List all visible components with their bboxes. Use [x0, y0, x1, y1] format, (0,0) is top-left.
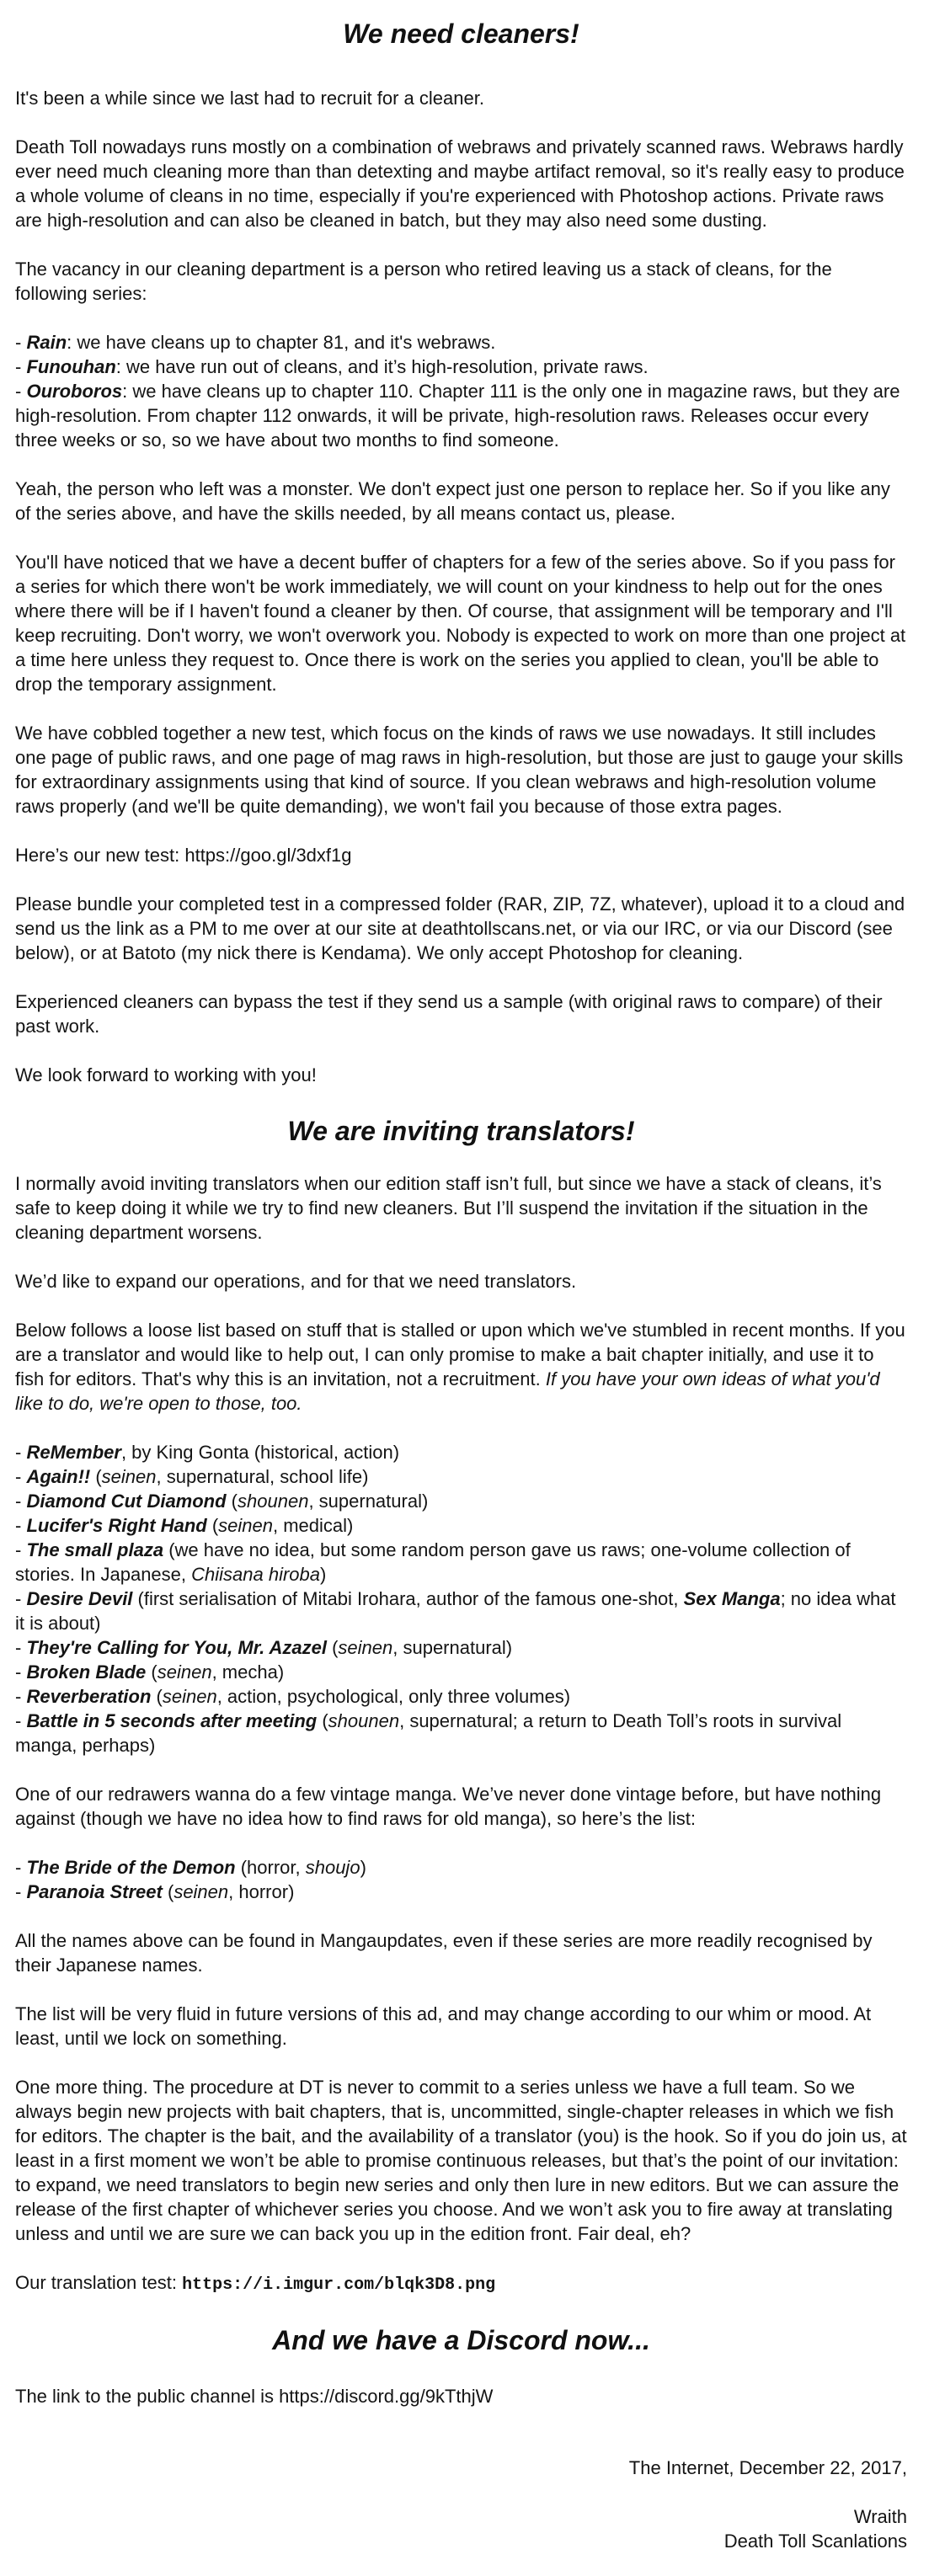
- text-run: Reverberation: [26, 1686, 152, 1707]
- text-run: -: [15, 1710, 27, 1731]
- text-run: The vacancy in our cleaning department is a person who retired leaving us a stack of cleans, for the following series:: [15, 259, 832, 304]
- list-item: [15, 1684, 907, 1709]
- text-run: All the names above can be found in Mangaupdates, even if these series are more readily recognised by their Japanese names.: [15, 1930, 873, 1976]
- text-run: -: [15, 1466, 27, 1487]
- text-run: Again!!: [26, 1466, 91, 1487]
- text-run: Below follows a loose list based on stuff that is stalled or upon which we've stumbled in recent months. If you are a translator and would like to help out, I can only promise to make a bait chapter initially, and use it to fish for editors. That's why this is an invitation, not a recruitment.: [15, 1320, 905, 1389]
- list-item: [15, 1513, 907, 1538]
- paragraph-intro: [15, 86, 907, 110]
- text-run: Paranoia Street: [26, 1881, 163, 1902]
- text-run: , supernatural; a return to Death Toll’s roots in survival manga, perhaps): [15, 1710, 842, 1756]
- list-item: [15, 1880, 907, 1904]
- paragraph-submission: [15, 892, 907, 965]
- text-run: shounen: [238, 1491, 309, 1512]
- text-run: ): [320, 1564, 327, 1585]
- text-run: Death Toll nowadays runs mostly on a combination of webraws and privately scanned raws. Webraws hardly ever need much cleaning more than than detexting and maybe artifact removal, so it's really easy to produce a whole volume of cleans in no time, especially if you're experienced with Photoshop actions. Private raws are high-resolution and can also be cleaned in batch, but they may also need some dusting.: [15, 136, 905, 231]
- list-item: [15, 1464, 907, 1489]
- text-run: -: [15, 1588, 27, 1609]
- signature-gap: [15, 2480, 907, 2504]
- paragraph-new-test: [15, 721, 907, 819]
- text-run: (: [90, 1466, 102, 1487]
- text-run: Lucifer's Right Hand: [26, 1515, 207, 1536]
- text-run: , medical): [273, 1515, 354, 1536]
- paragraph-bait-procedure: [15, 2075, 907, 2246]
- text-run: The link to the public channel is https://discord.gg/9kTthjW: [15, 2386, 494, 2407]
- text-run: seinen: [174, 1881, 229, 1902]
- text-run: -: [15, 356, 27, 377]
- text-run: (: [226, 1491, 238, 1512]
- text-run: ; no idea what it is about): [15, 1588, 896, 1634]
- text-run: One more thing. The procedure at DT is never to commit to a series unless we have a full team. So we always begin new projects with bait chapters, that is, uncommitted, single-chapter releases in which we fish for editors. The chapter is the bait, and the availability of a translator (you) is the hook. So if you do join us, at least in a first moment we won’t be able to promise continuous releases, but that’s the point of our invitation: to expand, we need translators to begin new series and only then lure in new editors. But we can assure the release of the first chapter of whichever series you choose. And we won’t ask you to fire away at translating unless and until we are sure we can back you up in the edition front. Fair deal, eh?: [15, 2077, 907, 2244]
- text-run: Desire Devil: [26, 1588, 133, 1609]
- list-item: [15, 379, 907, 452]
- list-item: [15, 330, 907, 355]
- text-run: Rain: [26, 332, 67, 353]
- paragraph-mangaupdates: [15, 1928, 907, 1977]
- text-run: (we have no idea, but some random person gave us raws; one-volume collection of stories. In Japanese,: [15, 1539, 851, 1585]
- text-run: -: [15, 1515, 27, 1536]
- text-run: -: [15, 1686, 27, 1707]
- list-item: [15, 1709, 907, 1757]
- text-run: (: [146, 1661, 158, 1683]
- translation-series-list: [15, 1440, 907, 1757]
- list-item: [15, 355, 907, 379]
- text-run: We’d like to expand our operations, and for that we need translators.: [15, 1271, 577, 1292]
- cleaning-series-list: [15, 330, 907, 452]
- text-run: (horror,: [235, 1857, 306, 1878]
- paragraph-vacancy: [15, 257, 907, 306]
- signature-group: Death Toll Scanlations: [723, 2531, 907, 2552]
- list-item: [15, 1489, 907, 1513]
- paragraph-vintage: [15, 1782, 907, 1831]
- list-item: [15, 1660, 907, 1684]
- text-run: (: [317, 1710, 328, 1731]
- text-run: -: [15, 1881, 27, 1902]
- text-run: (: [206, 1515, 219, 1536]
- text-run: Broken Blade: [26, 1661, 147, 1683]
- text-run: It's been a while since we last had to recruit for a cleaner.: [15, 88, 484, 109]
- text-run: (: [151, 1686, 163, 1707]
- text-run: (: [162, 1881, 174, 1902]
- signature-author: Wraith: [853, 2506, 907, 2527]
- list-item: [15, 1587, 907, 1635]
- text-run: shounen: [328, 1710, 400, 1731]
- text-run: Chiisana hiroba: [191, 1564, 320, 1585]
- text-run: The Bride of the Demon: [26, 1857, 236, 1878]
- text-run: The list will be very fluid in future versions of this ad, and may change according to our whim or mood. At least, until we lock on something.: [15, 2003, 872, 2049]
- text-run: : we have cleans up to chapter 81, and it's webraws.: [67, 332, 496, 353]
- text-run: -: [15, 1491, 27, 1512]
- text-run: : we have run out of cleans, and it’s high-resolution, private raws.: [115, 356, 649, 377]
- text-run: seinen: [338, 1637, 393, 1658]
- text-run: seinen: [157, 1661, 212, 1683]
- text-run: -: [15, 1539, 27, 1560]
- section-title-discord: And we have a Discord now...: [272, 2325, 650, 2355]
- section-translators: [15, 1112, 907, 2297]
- paragraph-bypass: [15, 989, 907, 1038]
- paragraph-closing: [15, 1063, 907, 1087]
- text-run: Ouroboros: [26, 381, 123, 402]
- list-item: [15, 1855, 907, 1880]
- section-cleaners: [15, 15, 907, 1087]
- paragraph-translation-test-link: [15, 2270, 907, 2297]
- text-run: Funouhan: [26, 356, 116, 377]
- text-run: -: [15, 1661, 27, 1683]
- text-run: shoujo: [305, 1857, 360, 1878]
- paragraph-invite-policy: [15, 1171, 907, 1245]
- text-run: -: [15, 1857, 27, 1878]
- paragraph-discord-link: [15, 2384, 907, 2408]
- paragraph-buffer: [15, 550, 907, 696]
- section-title-cleaners: We need cleaners!: [343, 19, 579, 49]
- text-run: -: [15, 381, 27, 402]
- vintage-series-list: [15, 1855, 907, 1904]
- text-run: Please bundle your completed test in a compressed folder (RAR, ZIP, 7Z, whatever), upload it to a cloud and send us the link as a PM to me over at our site at deathtollscans.net, or via our IRC, or via our Discord (see below), or at Batoto (my nick there is Kendama). We only accept Photoshop for cleaning.: [15, 893, 905, 963]
- text-run: We have cobbled together a new test, which focus on the kinds of raws we use nowadays. It still includes one page of public raws, and one page of mag raws in high-resolution, but those are just to gauge your skills for extraordinary assignments using that kind of source. If you clean webraws and high-resolution volume raws properly (and we'll be quite demanding), we won't fail you because of those extra pages.: [15, 723, 904, 817]
- text-run: seinen: [162, 1686, 217, 1707]
- section-discord: [15, 2322, 907, 2408]
- text-run: -: [15, 332, 27, 353]
- section-title-translators: We are inviting translators!: [287, 1116, 635, 1146]
- text-run: Experienced cleaners can bypass the test if they send us a sample (with original raws to compare) of their past work.: [15, 991, 883, 1037]
- text-run: Yeah, the person who left was a monster. We don't expect just one person to replace her. So if you like any of the series above, and have the skills needed, by all means contact us, please.: [15, 478, 890, 524]
- list-item: [15, 1538, 907, 1587]
- text-run: , mecha): [211, 1661, 285, 1683]
- text-run: Sex Manga: [683, 1588, 781, 1609]
- text-run: I normally avoid inviting translators when our edition staff isn’t full, but since we have a stack of cleans, it’s safe to keep doing it while we try to find new cleaners. But I’ll suspend the invitation if the situation in the cleaning department worsens.: [15, 1173, 882, 1243]
- paragraph-raw-sources: [15, 135, 907, 232]
- paragraph-monster: [15, 477, 907, 525]
- text-run: , supernatural, school life): [156, 1466, 369, 1487]
- text-run: ): [360, 1857, 366, 1878]
- paragraph-fluid-list: [15, 2002, 907, 2051]
- list-item: [15, 1440, 907, 1464]
- text-run: , horror): [228, 1881, 295, 1902]
- text-run: Our translation test:: [15, 2272, 183, 2293]
- text-run: https://i.imgur.com/blqk3D8.png: [182, 2275, 496, 2295]
- text-run: Diamond Cut Diamond: [26, 1491, 227, 1512]
- paragraph-test-link: [15, 843, 907, 867]
- text-run: , action, psychological, only three volumes): [216, 1686, 571, 1707]
- text-run: seinen: [218, 1515, 273, 1536]
- text-run: The small plaza: [26, 1539, 164, 1560]
- paragraph-loose-list: [15, 1318, 907, 1416]
- paragraph-expand: [15, 1269, 907, 1293]
- text-run: They're Calling for You, Mr. Azazel: [26, 1637, 327, 1658]
- signature-dateline: The Internet, December 22, 2017,: [628, 2457, 907, 2478]
- text-run: Battle in 5 seconds after meeting: [26, 1710, 318, 1731]
- text-run: If you have your own ideas of what you'd like to do, we're open to those, too.: [15, 1368, 880, 1414]
- text-run: , supernatural): [308, 1491, 429, 1512]
- text-run: -: [15, 1637, 27, 1658]
- text-run: (first serialisation of Mitabi Irohara, author of the famous one-shot,: [132, 1588, 684, 1609]
- text-run: -: [15, 1442, 27, 1463]
- text-run: One of our redrawers wanna do a few vintage manga. We’ve never done vintage before, but have nothing against (though we have no idea how to find raws for old manga), so here’s the list:: [15, 1784, 882, 1829]
- text-run: : we have cleans up to chapter 110. Chapter 111 is the only one in magazine raws, but they are high-resolution. From chapter 112 onwards, it will be private, high-resolution raws. Releases occur every three weeks or so, so we have about two months to find someone.: [15, 381, 900, 451]
- text-run: (: [326, 1637, 339, 1658]
- text-run: You'll have noticed that we have a decent buffer of chapters for a few of the series above. So if you pass for a series for which there won't be work immediately, we will count on your kindness to help out for the ones where there will be if I haven't found a cleaner by then. Of course, that assignment will be temporary and I'll keep recruiting. Don't worry, we won't overwork you. Nobody is expected to work on more than one project at a time here unless they request to. Once there is work on the series you applied to clean, you'll be able to drop the temporary assignment.: [15, 552, 906, 695]
- list-item: [15, 1635, 907, 1660]
- text-run: Here’s our new test: https://goo.gl/3dxf1g: [15, 845, 352, 866]
- text-run: We look forward to working with you!: [15, 1064, 317, 1085]
- signature: [15, 2456, 907, 2553]
- text-run: , by King Gonta (historical, action): [120, 1442, 400, 1463]
- text-run: seinen: [101, 1466, 157, 1487]
- text-run: ReMember: [26, 1442, 121, 1463]
- text-run: , supernatural): [392, 1637, 513, 1658]
